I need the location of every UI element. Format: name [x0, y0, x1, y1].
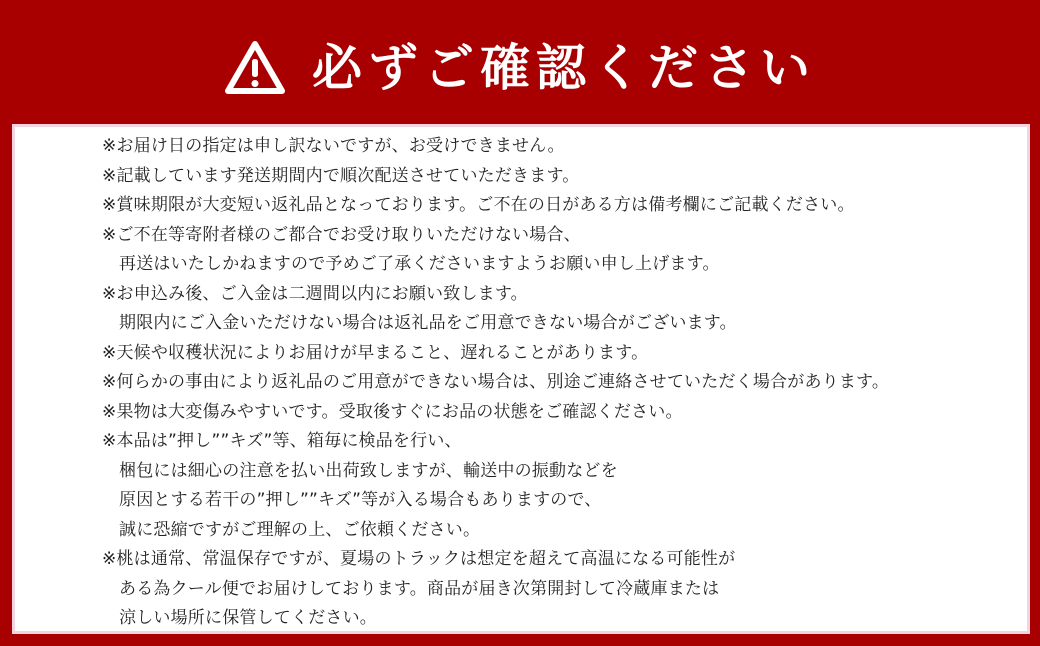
- notice-line: 原因とする若干の”押し””キズ”等が入る場合もありますので、: [119, 490, 602, 510]
- notice-line: ※桃は通常、常温保存ですが、夏場のトラックは想定を超えて高温になる可能性が: [102, 549, 736, 569]
- notice-line: 梱包には細心の注意を払い出荷致しますが、輸送中の振動などを: [119, 460, 618, 481]
- warning-icon: [224, 40, 286, 96]
- notice-header-content: [0, 28, 1040, 108]
- notice-line: 再送はいたしかねますので予めご了承くださいますようお願い申し上げます。: [119, 254, 720, 274]
- notice-line: ある為クール便でお届けしております。商品が届き次第開封して冷蔵庫または: [119, 578, 720, 599]
- notice-line: ※天候や収穫状況によりお届けが早まること、遅れることがあります。: [102, 342, 649, 363]
- notice-line: ※お申込み後、ご入金は二週間以内にお願い致します。: [102, 283, 528, 304]
- notice-line: ※賞味期限が大変短い返礼品となっております。ご不在の日がある方は備考欄にご記載ください。: [102, 195, 855, 215]
- page-title: 必ずご確認ください: [312, 39, 816, 97]
- notice-line: 誠に恐縮ですがご理解の上、ご依頼ください。: [119, 519, 481, 540]
- notice-line: 涼しい場所に保管してください。: [119, 608, 377, 628]
- notice-line: 期限内にご入金いただけない場合は返礼品をご用意できない場合がございます。: [119, 313, 737, 333]
- notice-line: ※お届け日の指定は申し訳ないですが、お受けできません。: [102, 136, 565, 156]
- notice-line: ※記載しています発送期間内で順次配送させていただきます。: [102, 165, 580, 186]
- notice-line: ※本品は”押し””キズ”等、箱毎に検品を行い、: [102, 431, 462, 451]
- notice-list: [102, 132, 1002, 634]
- notice-line: ※ご不在等寄附者様のご都合でお受け取りいただけない場合、: [102, 224, 581, 245]
- notice-line: ※何らかの事由により返礼品のご用意ができない場合は、別途ご連絡させていただく場合があります。: [102, 372, 890, 392]
- notice-header: [0, 0, 1040, 124]
- notice-line: ※果物は大変傷みやすいです。受取後すぐにお品の状態をご確認ください。: [102, 401, 683, 422]
